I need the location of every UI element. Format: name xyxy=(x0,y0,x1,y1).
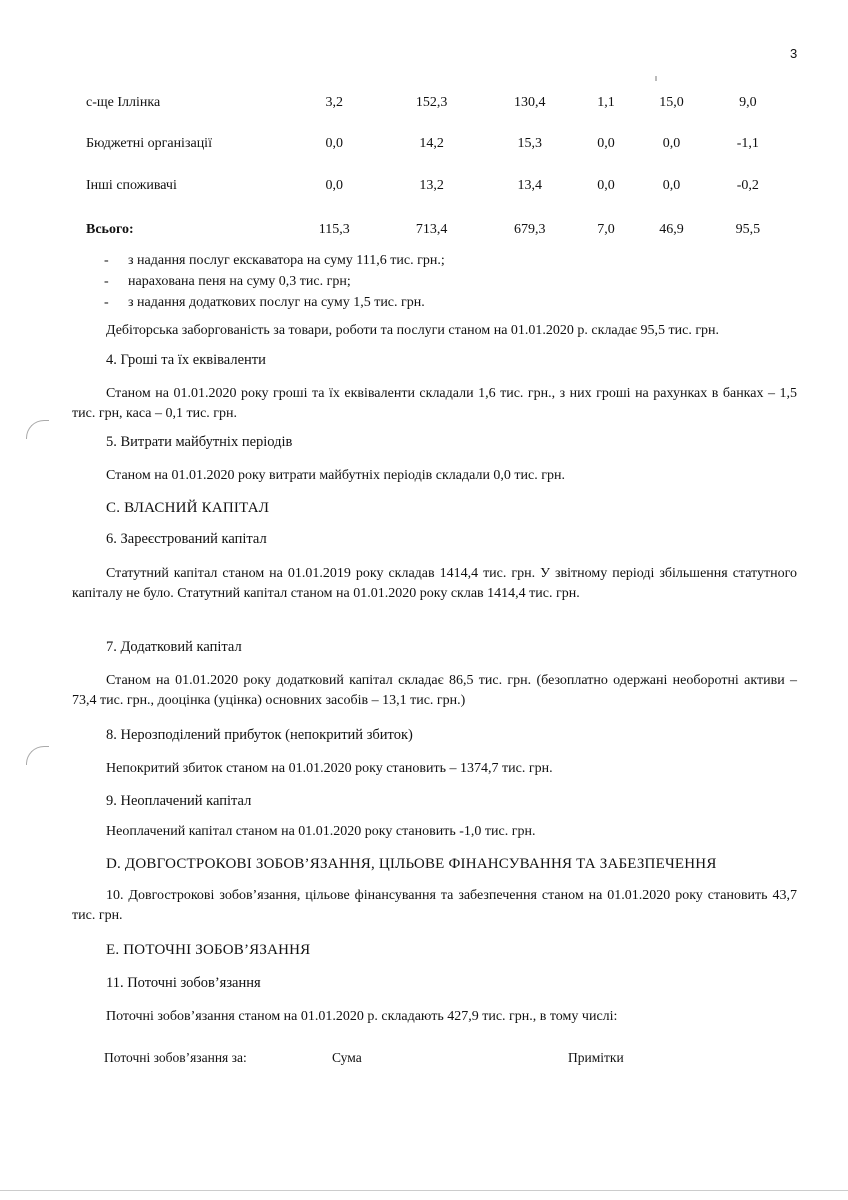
paragraph-cash: Станом на 01.01.2020 року гроші та їх еквіваленти складали 1,6 тис. грн., з них гроші на рахунках в банках – 1,5 тис. грн, каса – 0,1 тис. грн. xyxy=(72,386,797,421)
bullet-dash: - xyxy=(104,274,109,289)
cell: 115,3 xyxy=(318,222,350,237)
margin-arc xyxy=(26,420,49,439)
cell: 0,0 xyxy=(662,178,681,193)
list-item-text: нарахована пеня на суму 0,3 тис. грн; xyxy=(128,274,351,289)
row-name: Всього: xyxy=(86,222,134,237)
cell: 13,2 xyxy=(419,178,444,193)
cell: 46,9 xyxy=(659,222,684,237)
heading-additional-capital: 7. Додатковий капітал xyxy=(106,639,242,655)
cell: 0,0 xyxy=(597,136,615,151)
cell: 7,0 xyxy=(597,222,615,237)
section-d-title: D. ДОВГОСТРОКОВІ ЗОБОВ’ЯЗАННЯ, ЦІЛЬОВЕ ФІНАНСУВАННЯ ТА ЗАБЕЗПЕЧЕННЯ xyxy=(106,856,717,872)
heading-registered-capital: 6. Зареєстрований капітал xyxy=(106,531,267,547)
cell: 13,4 xyxy=(517,178,542,193)
cell: 15,0 xyxy=(659,95,684,110)
heading-retained-earnings: 8. Нерозподілений прибуток (непокритий збиток) xyxy=(106,727,413,743)
paragraph-unpaid-capital: Неоплачений капітал станом на 01.01.2020 року становить -1,0 тис. грн. xyxy=(106,824,536,839)
list-item xyxy=(104,271,445,292)
table-row xyxy=(86,92,786,114)
heading-future-expenses: 5. Витрати майбутніх періодів xyxy=(106,434,293,450)
cell: 15,3 xyxy=(517,136,542,151)
cell: 713,4 xyxy=(415,222,448,237)
paragraph-retained-earnings: Непокритий збиток станом на 01.01.2020 року становить – 1374,7 тис. грн. xyxy=(106,761,553,776)
heading-current-liabilities: 11. Поточні зобов’язання xyxy=(106,975,261,991)
cell: 0,0 xyxy=(325,178,344,193)
row-name: Інші споживачі xyxy=(86,178,177,193)
receivables-table xyxy=(86,92,786,240)
margin-arc xyxy=(26,746,49,765)
table-total-row xyxy=(86,220,786,240)
paragraph-registered-capital: Статутний капітал станом на 01.01.2019 року складав 1414,4 тис. грн. У звітному періоді збільшення статутного капіталу не було. Статутний капітал станом на 01.01.2020 року склав 1414,4 тис. грн. xyxy=(72,566,797,601)
row-name: Бюджетні організації xyxy=(86,136,212,151)
bullet-dash: - xyxy=(104,253,109,268)
paragraph-receivables: Дебіторська заборгованість за товари, роботи та послуги станом на 01.01.2020 р. складає 95,5 тис. грн. xyxy=(106,323,720,338)
list-item xyxy=(104,292,445,313)
cell: 679,3 xyxy=(513,222,546,237)
bullet-dash: - xyxy=(104,295,109,310)
cell: -1,1 xyxy=(736,136,759,151)
list-item-text: з надання додаткових послуг на суму 1,5 тис. грн. xyxy=(128,295,425,310)
cell: 130,4 xyxy=(513,95,546,110)
heading-cash: 4. Гроші та їх еквіваленти xyxy=(106,352,266,368)
scan-edge-line xyxy=(0,1190,848,1191)
cell: 0,0 xyxy=(597,178,615,193)
paragraph-additional-capital: Станом на 01.01.2020 року додатковий капітал складає 86,5 тис. грн. (безоплатно одержані необоротні активи – 73,4 тис. грн., дооцінка (уцінка) основних засобів – 13,1 тис. грн.) xyxy=(72,673,797,708)
cell: 152,3 xyxy=(415,95,448,110)
heading-unpaid-capital: 9. Неоплачений капітал xyxy=(106,793,252,809)
cell: 1,1 xyxy=(597,95,615,110)
column-header-amount: Сума xyxy=(332,1050,362,1065)
table-row xyxy=(86,134,786,154)
row-name: с-ще Іллінка xyxy=(86,95,161,110)
cell: 95,5 xyxy=(735,222,761,237)
cell: -0,2 xyxy=(736,178,759,193)
section-c-title: С. ВЛАСНИЙ КАПІТАЛ xyxy=(106,500,270,516)
list-item xyxy=(104,250,445,271)
column-header-notes: Примітки xyxy=(568,1050,624,1065)
table-row xyxy=(86,176,786,196)
list-item-text: з надання послуг екскаватора на суму 111,6 тис. грн.; xyxy=(128,253,445,268)
paragraph-current-liabilities: Поточні зобов’язання станом на 01.01.2020 р. складають 427,9 тис. грн., в тому числі: xyxy=(106,1009,618,1024)
cell: 0,0 xyxy=(662,136,681,151)
bullet-list xyxy=(104,250,445,313)
cell: 3,2 xyxy=(325,95,344,110)
liabilities-table-header xyxy=(104,1050,704,1070)
cell: 0,0 xyxy=(325,136,344,151)
paragraph-long-term: 10. Довгострокові зобов’язання, цільове фінансування та забезпечення станом на 01.01.2020 року становить 43,7 тис. грн. xyxy=(72,888,797,923)
cell: 14,2 xyxy=(419,136,444,151)
section-e-title: Е. ПОТОЧНІ ЗОБОВ’ЯЗАННЯ xyxy=(106,942,311,958)
page-number: 3 xyxy=(790,46,798,61)
column-header-liabilities: Поточні зобов’язання за: xyxy=(104,1050,247,1065)
cell: 9,0 xyxy=(739,95,757,110)
stray-mark xyxy=(655,76,657,81)
paragraph-future-expenses: Станом на 01.01.2020 року витрати майбутніх періодів складали 0,0 тис. грн. xyxy=(106,468,565,483)
